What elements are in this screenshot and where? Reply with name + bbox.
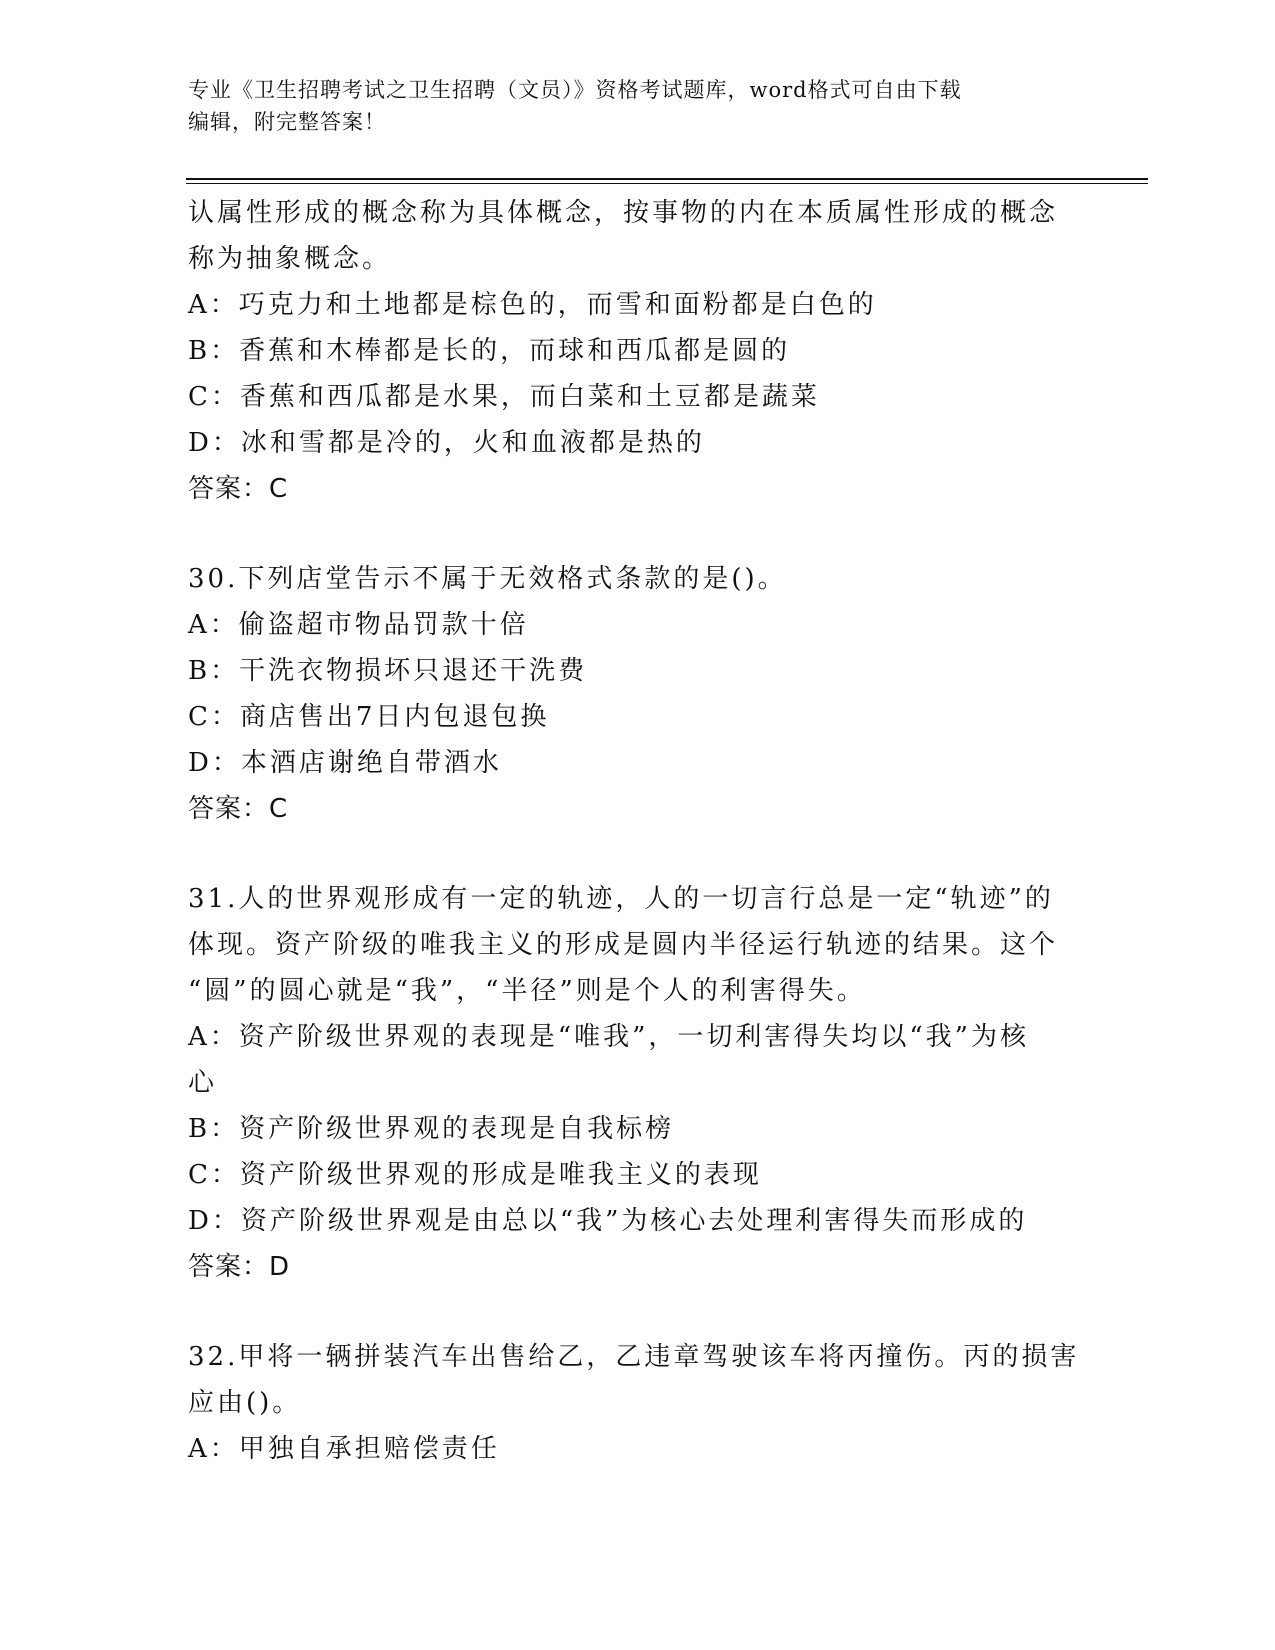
answer-line: 答案：D: [188, 1252, 291, 1282]
option-a-continued: 心: [188, 1068, 218, 1098]
option-b: B：香蕉和木棒都是长的，而球和西瓜都是圆的: [188, 336, 791, 366]
question-31: [188, 876, 1088, 1290]
option-a: A：巧克力和土地都是棕色的，而雪和面粉都是白色的: [188, 290, 877, 320]
question-block-continued: [188, 190, 1088, 512]
document-header: [188, 74, 1068, 138]
question-list: [188, 190, 1088, 1472]
option-c: C：资产阶级世界观的形成是唯我主义的表现: [188, 1160, 762, 1190]
header-line-2: 编辑，附完整答案！: [188, 110, 386, 134]
question-stem-line: 30.下列店堂告示不属于无效格式条款的是()。: [188, 564, 787, 594]
question-stem-line: 32.甲将一辆拼装汽车出售给乙，乙违章驾驶该车将丙撞伤。丙的损害: [188, 1342, 1080, 1372]
option-d: D：资产阶级世界观是由总以“我”为核心去处理利害得失而形成的: [188, 1206, 1028, 1236]
question-spacer: [188, 512, 1088, 556]
header-divider-thick: [186, 178, 1148, 180]
option-a: A：资产阶级世界观的表现是“唯我”，一切利害得失均以“我”为核: [188, 1022, 1029, 1052]
option-a: A：甲独自承担赔偿责任: [188, 1434, 500, 1464]
question-stem-line: 31.人的世界观形成有一定的轨迹，人的一切言行总是一定“轨迹”的: [188, 884, 1054, 914]
option-b: B：资产阶级世界观的表现是自我标榜: [188, 1114, 675, 1144]
question-stem-line: 认属性形成的概念称为具体概念，按事物的内在本质属性形成的概念: [188, 198, 1059, 228]
answer-line: 答案：C: [188, 474, 289, 504]
option-d: D：本酒店谢绝自带酒水: [188, 748, 502, 778]
question-30: [188, 556, 1088, 832]
option-c: C：商店售出7日内包退包换: [188, 702, 550, 732]
option-c: C：香蕉和西瓜都是水果，而白菜和土豆都是蔬菜: [188, 382, 820, 412]
option-a: A：偷盗超市物品罚款十倍: [188, 610, 529, 640]
question-spacer: [188, 1290, 1088, 1334]
question-stem-line: 体现。资产阶级的唯我主义的形成是圆内半径运行轨迹的结果。这个: [188, 930, 1059, 960]
question-stem-line: 称为抽象概念。: [188, 244, 392, 274]
question-spacer: [188, 832, 1088, 876]
header-divider-thin: [186, 183, 1148, 184]
header-line-1: 专业《卫生招聘考试之卫生招聘（文员）》资格考试题库，word格式可自由下载: [188, 78, 962, 102]
option-b: B：干洗衣物损坏只退还干洗费: [188, 656, 588, 686]
answer-line: 答案：C: [188, 794, 289, 824]
question-32: [188, 1334, 1088, 1472]
question-stem-line: 应由()。: [188, 1388, 302, 1418]
option-d: D：冰和雪都是冷的，火和血液都是热的: [188, 428, 705, 458]
question-stem-line: “圆”的圆心就是“我”，“半径”则是个人的利害得失。: [188, 976, 866, 1006]
